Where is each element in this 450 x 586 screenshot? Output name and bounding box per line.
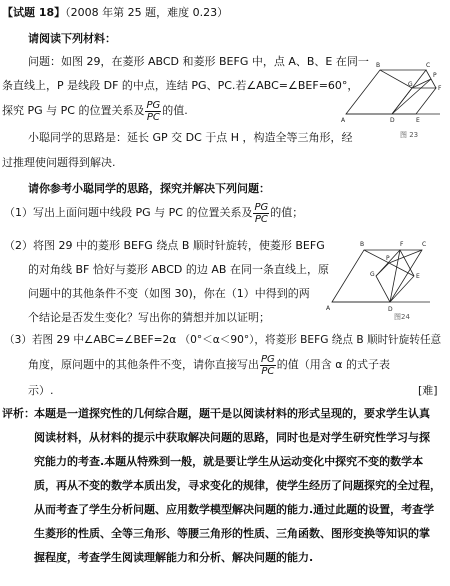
analysis-label: 评析： <box>2 407 35 420</box>
figure-29-caption: 图 23 <box>400 131 419 139</box>
question-3-line-1: （3）若图 29 中∠ABC=∠BEF=2α （0°＜α＜90°），将菱形 BEFG 绕点 B 顺时针旋转任意 <box>4 334 442 346</box>
header-label: 试题 18 <box>13 6 55 19</box>
fraction-denominator: PC <box>254 213 268 225</box>
label-e: E <box>416 117 420 124</box>
idea-line-1: 小聪同学的思路是：延长 GP 交 DC 于点 H ，构造全等三角形，经 <box>28 131 353 144</box>
label-f: F <box>438 85 442 92</box>
header-meta: （2008 年第 25 题，难度 0.23） <box>65 6 229 19</box>
analysis-line-1: 本题是一道探究性的几何综合题，题干是以阅读材料的形式呈现的，要求学生认真 <box>34 407 430 420</box>
label-b: B <box>360 241 365 248</box>
segment-pg <box>376 263 389 276</box>
label-e: E <box>416 273 420 280</box>
label-d: D <box>390 117 395 124</box>
figure-30-caption: 图24 <box>394 313 410 321</box>
label-p: P <box>433 72 437 79</box>
rhombus-befg <box>392 88 436 114</box>
question-1-fraction <box>253 202 269 225</box>
question-2-line-1: （2）将图 29 中的菱形 BEFG 绕点 B 顺时针旋转，使菱形 BEFG <box>4 239 325 252</box>
fraction-denominator: PC <box>261 365 275 377</box>
problem-line-3-pre: 探究 PG 与 PC 的位置关系及 <box>2 104 145 117</box>
question-3-line-2-pre: 角度，原问题中的其他条件不变，请你直接写出 <box>28 358 259 371</box>
fraction-numerator: PG <box>261 353 275 365</box>
question-3-fraction <box>260 354 276 377</box>
problem-header <box>2 6 228 20</box>
problem-line-3-post: 的值. <box>162 104 188 117</box>
question-2-line-3: 问题中的其他条件不变（如图 30)，你在（1）中得到的两 <box>28 287 310 300</box>
analysis-line-3: 究能力的考查.本题从特殊到一般，就是要让学生从运动变化中探究不变的数学本 <box>34 455 424 468</box>
rhombus-abcd <box>332 250 422 302</box>
question-1 <box>4 200 303 226</box>
problem-line-3 <box>2 99 188 123</box>
label-f: F <box>400 241 404 248</box>
label-d: D <box>388 306 393 313</box>
analysis-line-5: 从而考查了学生分析问题、应用数学模型解决问题的能力.通过此题的设置，考查学 <box>34 503 435 516</box>
idea-line-2: 过推理使问题得到解决. <box>2 156 116 169</box>
fraction-denominator: PC <box>146 111 160 123</box>
question-3-line-3: 示）. <box>28 384 54 397</box>
label-a: A <box>341 117 346 124</box>
figure-30-diagram <box>322 236 434 316</box>
label-g: G <box>408 81 413 88</box>
material-heading: 请阅读下列材料： <box>28 32 116 45</box>
question-1-pre: （1）写出上面问题中线段 PG 与 PC 的位置关系及 <box>4 206 253 219</box>
rhombus-abcd <box>346 70 426 114</box>
analysis-line-6: 生菱形的性质、全等三角形、等腰三角形的性质、三角函数、图形变换等知识的掌 <box>34 527 430 540</box>
label-a: A <box>326 305 331 312</box>
question-2-line-4: 个结论是否发生变化？写出你的猜想并加以证明； <box>28 311 270 324</box>
problem-line-1: 问题：如图 29，在菱形 ABCD 和菱形 BEFG 中，点 A、B、E 在同一 <box>28 55 369 68</box>
question-3-line-2-post: 的值（用含 α 的式子表 <box>276 358 391 371</box>
label-p: P <box>386 255 390 262</box>
header-bracket-open: 【 <box>2 6 13 19</box>
fraction-numerator: PG <box>254 201 269 213</box>
header-bracket-close: 】 <box>54 6 66 19</box>
label-b: B <box>376 62 381 69</box>
question-2-line-2: 的对角线 BF 恰好与菱形 ABCD 的边 AB 在同一条直线上，原 <box>28 263 329 276</box>
question-3-line-2 <box>28 352 390 378</box>
analysis-line-7: 握程度，考查学生阅读理解能力和分析、解决问题的能力. <box>34 551 314 564</box>
label-g: G <box>370 271 375 278</box>
problem-line-2: 条直线上，P 是线段 DF 的中点，连结 PG、PC.若∠ABC=∠BEF=60°， <box>2 79 359 92</box>
analysis-line-4: 质，再从不变的数学本质出发，寻求变化的规律，使学生经历了问题探究的全过程， <box>34 479 441 492</box>
difficulty-tag: [难] <box>418 384 438 397</box>
question-1-post: 的值； <box>270 206 304 219</box>
problem-fraction <box>145 100 161 123</box>
label-c: C <box>426 62 431 69</box>
analysis-line-2: 阅读材料，从材料的提示中获取解决问题的思路，同时也是对学生研究性学习与探 <box>34 431 430 444</box>
label-c: C <box>422 241 427 248</box>
segment-pg <box>412 79 431 88</box>
fraction-numerator: PG <box>146 99 161 111</box>
task-heading: 请你参考小聪同学的思路，探究并解决下列问题： <box>28 182 270 195</box>
figure-29-diagram <box>338 52 448 136</box>
